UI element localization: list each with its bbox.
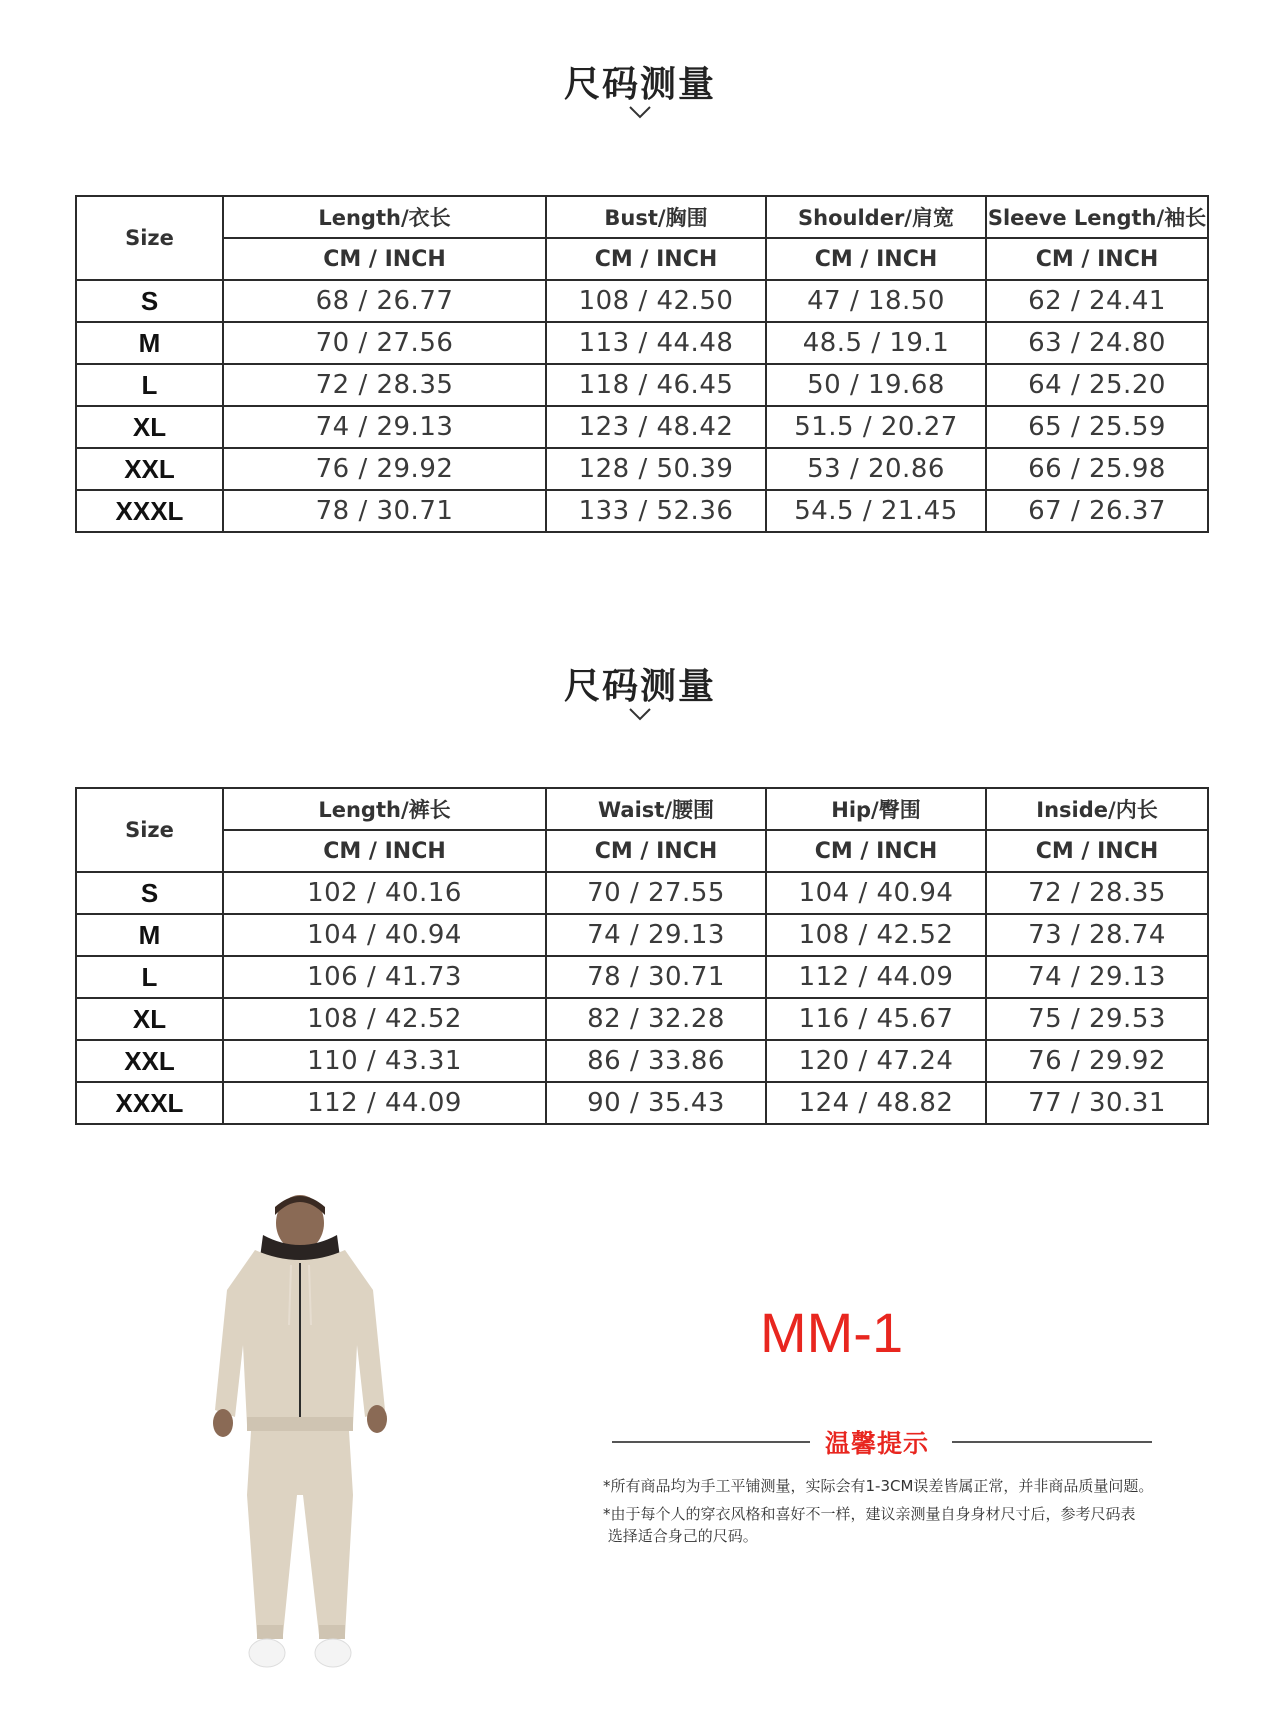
bottom-section-title: 尺码测量: [563, 666, 716, 707]
measurement-cell: 75 / 29.53: [986, 998, 1208, 1040]
size-column-header: Size: [76, 196, 223, 280]
tip-text: 选择适合身己的尺码。: [603, 1527, 758, 1545]
size-label: M: [76, 914, 223, 956]
tips-title: 温馨提示: [824, 1429, 929, 1458]
measurement-cell: 128 / 50.39: [546, 448, 766, 490]
measurement-cell: 73 / 28.74: [986, 914, 1208, 956]
table-row: [76, 914, 1208, 956]
table-row: [76, 322, 1208, 364]
measurement-cell: 48.5 / 19.1: [766, 322, 986, 364]
measurement-cell: 90 / 35.43: [546, 1082, 766, 1124]
table-row: [76, 872, 1208, 914]
table-row: [76, 956, 1208, 998]
model-photo: [195, 1195, 405, 1685]
table-row: [76, 490, 1208, 532]
measurement-cell: 77 / 30.31: [986, 1082, 1208, 1124]
size-label: XXL: [76, 448, 223, 490]
divider: [952, 1441, 1152, 1443]
divider: [612, 1441, 810, 1443]
column-header: Waist/腰围: [546, 788, 766, 830]
unit-label: CM / INCH: [986, 238, 1208, 280]
size-label: XXXL: [76, 1082, 223, 1124]
measurement-cell: 72 / 28.35: [986, 872, 1208, 914]
measurement-cell: 82 / 32.28: [546, 998, 766, 1040]
measurement-cell: 62 / 24.41: [986, 280, 1208, 322]
column-header: Bust/胸围: [546, 196, 766, 238]
measurement-cell: 123 / 48.42: [546, 406, 766, 448]
measurement-cell: 68 / 26.77: [223, 280, 546, 322]
measurement-cell: 64 / 25.20: [986, 364, 1208, 406]
tip-text: *所有商品均为手工平铺测量，实际会有1-3CM误差皆属正常，并非商品质量问题。: [603, 1477, 1154, 1495]
measurement-cell: 133 / 52.36: [546, 490, 766, 532]
unit-label: CM / INCH: [223, 238, 546, 280]
unit-label: CM / INCH: [986, 830, 1208, 872]
unit-label: CM / INCH: [223, 830, 546, 872]
measurement-cell: 124 / 48.82: [766, 1082, 986, 1124]
measurement-cell: 108 / 42.52: [223, 998, 546, 1040]
column-header: Hip/臀围: [766, 788, 986, 830]
table-row: [76, 1040, 1208, 1082]
chevron-down-icon: [628, 706, 652, 722]
table-row: [76, 1082, 1208, 1124]
size-label: L: [76, 364, 223, 406]
measurement-cell: 104 / 40.94: [766, 872, 986, 914]
measurement-cell: 78 / 30.71: [546, 956, 766, 998]
table-row: [76, 406, 1208, 448]
measurement-cell: 50 / 19.68: [766, 364, 986, 406]
column-header: Inside/内长: [986, 788, 1208, 830]
chevron-down-icon: [628, 104, 652, 120]
size-label: XL: [76, 998, 223, 1040]
measurement-cell: 86 / 33.86: [546, 1040, 766, 1082]
column-header: Length/衣长: [223, 196, 546, 238]
size-label: S: [76, 872, 223, 914]
measurement-cell: 74 / 29.13: [546, 914, 766, 956]
measurement-cell: 54.5 / 21.45: [766, 490, 986, 532]
measurement-cell: 74 / 29.13: [986, 956, 1208, 998]
unit-label: CM / INCH: [546, 830, 766, 872]
measurement-cell: 76 / 29.92: [986, 1040, 1208, 1082]
measurement-cell: 53 / 20.86: [766, 448, 986, 490]
bottom-size-table: [75, 787, 1209, 1125]
table-row: [76, 998, 1208, 1040]
measurement-cell: 108 / 42.50: [546, 280, 766, 322]
size-label: M: [76, 322, 223, 364]
tip-text: *由于每个人的穿衣风格和喜好不一样，建议亲测量自身身材尺寸后，参考尺码表: [603, 1505, 1136, 1523]
size-label: XXXL: [76, 490, 223, 532]
measurement-cell: 108 / 42.52: [766, 914, 986, 956]
measurement-cell: 76 / 29.92: [223, 448, 546, 490]
measurement-cell: 47 / 18.50: [766, 280, 986, 322]
measurement-cell: 74 / 29.13: [223, 406, 546, 448]
size-label: XXL: [76, 1040, 223, 1082]
measurement-cell: 102 / 40.16: [223, 872, 546, 914]
measurement-cell: 112 / 44.09: [223, 1082, 546, 1124]
column-header: Shoulder/肩宽: [766, 196, 986, 238]
measurement-cell: 104 / 40.94: [223, 914, 546, 956]
table-row: [76, 448, 1208, 490]
table-row: [76, 364, 1208, 406]
column-header: Sleeve Length/袖长: [986, 196, 1208, 238]
measurement-cell: 67 / 26.37: [986, 490, 1208, 532]
size-label: S: [76, 280, 223, 322]
unit-label: CM / INCH: [546, 238, 766, 280]
unit-label: CM / INCH: [766, 238, 986, 280]
size-column-header: Size: [76, 788, 223, 872]
size-label: L: [76, 956, 223, 998]
table-row: [76, 280, 1208, 322]
top-section-title: 尺码测量: [563, 64, 716, 105]
measurement-cell: 113 / 44.48: [546, 322, 766, 364]
measurement-cell: 116 / 45.67: [766, 998, 986, 1040]
measurement-cell: 110 / 43.31: [223, 1040, 546, 1082]
column-header: Length/裤长: [223, 788, 546, 830]
unit-label: CM / INCH: [766, 830, 986, 872]
measurement-cell: 66 / 25.98: [986, 448, 1208, 490]
measurement-cell: 106 / 41.73: [223, 956, 546, 998]
measurement-cell: 72 / 28.35: [223, 364, 546, 406]
measurement-cell: 112 / 44.09: [766, 956, 986, 998]
top-size-table: [75, 195, 1209, 533]
measurement-cell: 70 / 27.55: [546, 872, 766, 914]
measurement-cell: 78 / 30.71: [223, 490, 546, 532]
size-label: XL: [76, 406, 223, 448]
measurement-cell: 63 / 24.80: [986, 322, 1208, 364]
measurement-cell: 70 / 27.56: [223, 322, 546, 364]
measurement-cell: 65 / 25.59: [986, 406, 1208, 448]
product-code: MM-1: [760, 1301, 904, 1364]
measurement-cell: 51.5 / 20.27: [766, 406, 986, 448]
measurement-cell: 120 / 47.24: [766, 1040, 986, 1082]
measurement-cell: 118 / 46.45: [546, 364, 766, 406]
